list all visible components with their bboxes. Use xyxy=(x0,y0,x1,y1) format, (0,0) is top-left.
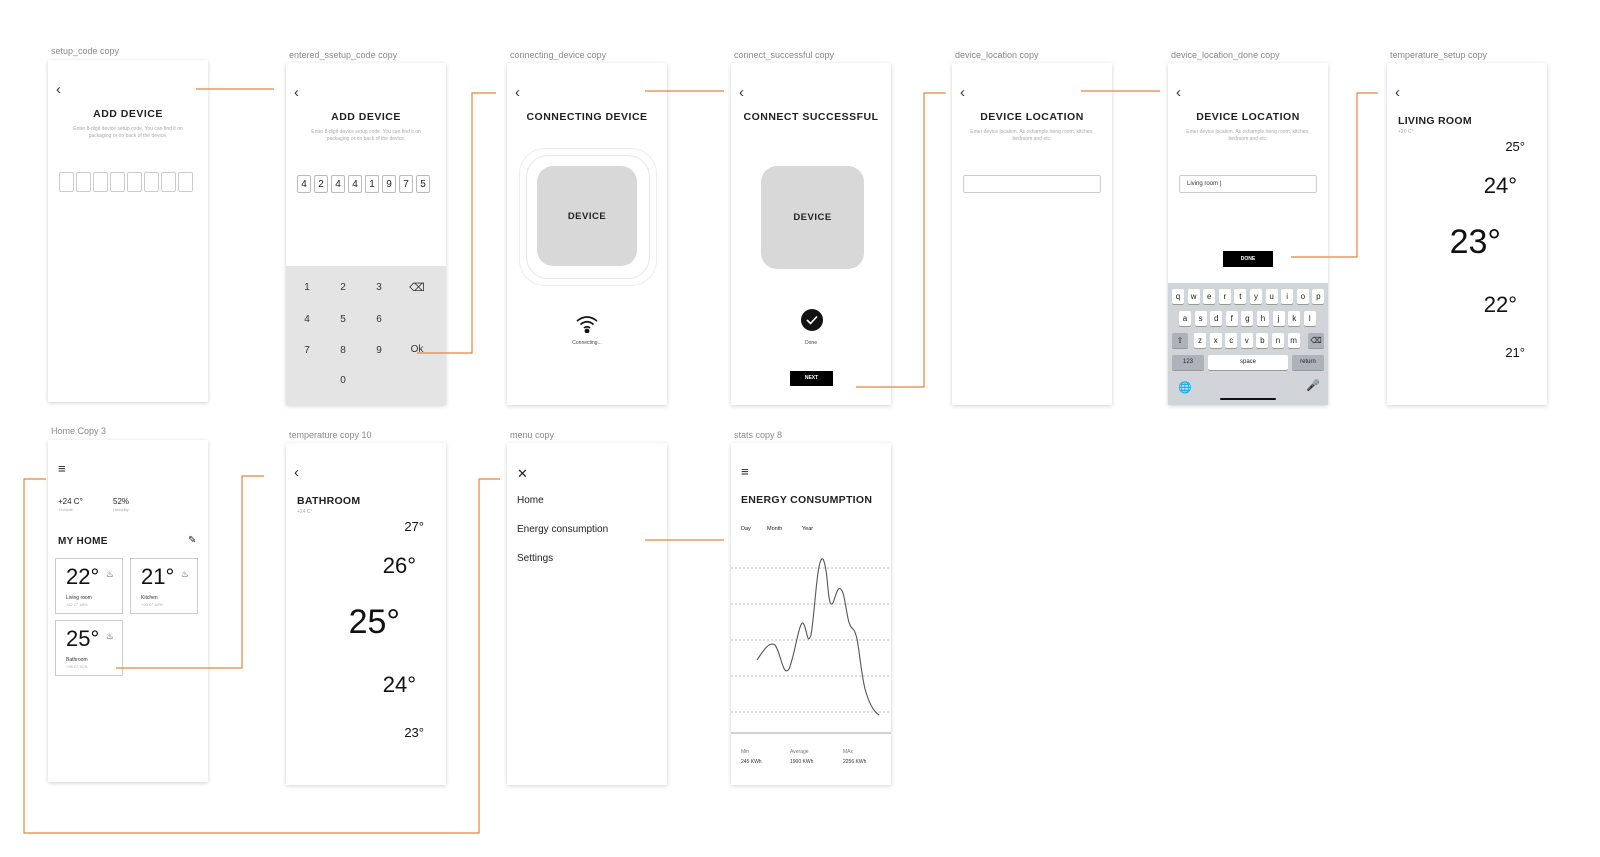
edit-icon[interactable]: ✎ xyxy=(188,535,197,546)
device-placeholder: DEVICE xyxy=(537,166,637,266)
frame-label: device_location_done copy xyxy=(1171,50,1280,60)
tile-meta: +26 C° 41% xyxy=(66,664,88,669)
key-j[interactable]: j xyxy=(1273,311,1285,326)
onscreen-keyboard xyxy=(1168,283,1328,405)
menu-screen xyxy=(507,443,667,785)
status-text: Connecting... xyxy=(572,340,602,346)
stats-screen xyxy=(731,443,891,785)
back-arrow-icon[interactable]: ‹ xyxy=(294,84,299,101)
temp-selected[interactable]: 23° xyxy=(1449,223,1501,261)
key-f[interactable]: f xyxy=(1226,311,1238,326)
energy-line-chart xyxy=(731,543,891,738)
outside-label: Outside xyxy=(59,507,73,512)
tab-day[interactable]: Day xyxy=(741,526,751,532)
page-title: ADD DEVICE xyxy=(93,108,163,120)
tile-temp: 22° xyxy=(66,564,100,589)
tile-room-name: Bathroom xyxy=(66,657,88,663)
stat-max-value: 2256 KWh xyxy=(843,759,867,765)
back-arrow-icon[interactable]: ‹ xyxy=(739,84,744,101)
location-input[interactable] xyxy=(963,175,1101,193)
temp-option[interactable]: 23° xyxy=(404,725,424,740)
frame-label: Home Copy 3 xyxy=(51,426,107,436)
device-placeholder: DEVICE xyxy=(761,166,864,269)
key-v[interactable]: v xyxy=(1241,333,1253,348)
temperature-setup-screen xyxy=(1387,63,1547,405)
key-y[interactable]: y xyxy=(1250,289,1262,304)
tile-meta: +22 C° 45% xyxy=(66,602,88,607)
next-button[interactable]: NEXT xyxy=(790,371,833,386)
frame-label: temperature_setup copy xyxy=(1390,50,1488,60)
key-1[interactable]: 1 xyxy=(304,282,310,293)
temp-option[interactable]: 27° xyxy=(404,519,424,534)
backspace-icon[interactable]: ⌫ xyxy=(409,282,425,294)
key-5[interactable]: 5 xyxy=(340,314,346,325)
key-ok[interactable]: Ok xyxy=(410,344,424,355)
back-arrow-icon[interactable]: ‹ xyxy=(294,464,299,481)
code-digit[interactable]: 4 xyxy=(297,175,311,193)
key-123[interactable]: 123 xyxy=(1172,355,1204,370)
frame-label: connecting_device copy xyxy=(510,50,607,60)
frame-label: connect_successful copy xyxy=(734,50,835,60)
device-location-screen xyxy=(952,63,1112,405)
connect-successful-screen xyxy=(731,63,891,405)
frame-label: entered_ssetup_code copy xyxy=(289,50,398,60)
page-subtitle: Enter device location. As exhample living room, kitchen, bedroom and etc. xyxy=(1186,129,1310,142)
check-circle-icon xyxy=(801,309,823,331)
status-text: Done xyxy=(805,340,817,346)
home-indicator xyxy=(1220,398,1276,400)
page-title: ENERGY CONSUMPTION xyxy=(741,494,873,506)
code-digit[interactable]: 4 xyxy=(331,175,345,193)
numeric-keypad xyxy=(286,266,446,405)
key-s[interactable]: s xyxy=(1195,311,1207,326)
code-digit[interactable]: 7 xyxy=(399,175,413,193)
temp-option[interactable]: 21° xyxy=(1505,345,1525,360)
key-l[interactable]: l xyxy=(1304,311,1316,326)
key-a[interactable]: a xyxy=(1179,311,1191,326)
room-title: BATHROOM xyxy=(297,495,361,507)
key-0[interactable]: 0 xyxy=(340,375,346,386)
bathroom-temperature-screen xyxy=(286,443,446,785)
key-o[interactable]: o xyxy=(1297,289,1309,304)
back-arrow-icon[interactable]: ‹ xyxy=(960,84,965,101)
entered-code-screen xyxy=(286,63,446,405)
page-title: ADD DEVICE xyxy=(331,111,401,123)
code-digit[interactable]: 4 xyxy=(348,175,362,193)
tile-room-name: Kitchen xyxy=(141,595,158,601)
temp-option[interactable]: 24° xyxy=(382,672,416,697)
frame-label: temperature copy 10 xyxy=(289,430,372,440)
key-x[interactable]: x xyxy=(1210,333,1222,348)
key-8[interactable]: 8 xyxy=(340,345,346,356)
tab-month[interactable]: Month xyxy=(767,526,783,532)
key-return[interactable]: return xyxy=(1292,355,1324,370)
key-3[interactable]: 3 xyxy=(376,282,382,293)
temp-option[interactable]: 24° xyxy=(1483,173,1517,198)
page-title: CONNECTING DEVICE xyxy=(526,111,648,123)
menu-item-settings[interactable]: Settings xyxy=(517,553,554,564)
key-u[interactable]: u xyxy=(1266,289,1278,304)
back-arrow-icon[interactable]: ‹ xyxy=(1395,84,1400,101)
frame-label: stats copy 8 xyxy=(734,430,783,440)
humidity-value: 52% xyxy=(113,497,130,506)
stat-average-label: Average xyxy=(790,749,809,755)
room-current-temp: +20 C° xyxy=(1398,129,1414,135)
flame-icon: ♨ xyxy=(105,631,114,641)
tile-meta: +20 C° 40% xyxy=(141,602,163,607)
close-icon[interactable]: ✕ xyxy=(517,466,528,481)
code-digit[interactable]: 2 xyxy=(314,175,328,193)
hamburger-menu-icon[interactable]: ≡ xyxy=(58,461,66,476)
tile-temp: 25° xyxy=(66,626,100,651)
done-button[interactable]: DONE xyxy=(1223,251,1273,267)
room-tile-kitchen[interactable] xyxy=(130,558,198,614)
key-i[interactable]: i xyxy=(1281,289,1293,304)
tile-temp: 21° xyxy=(141,564,175,589)
key-r[interactable]: r xyxy=(1219,289,1231,304)
code-digit[interactable]: 9 xyxy=(382,175,396,193)
key-m[interactable]: m xyxy=(1288,333,1300,348)
key-d[interactable]: d xyxy=(1210,311,1222,326)
frame-label: menu copy xyxy=(510,430,555,440)
key-e[interactable]: e xyxy=(1203,289,1215,304)
stat-min-label: Min xyxy=(741,749,750,755)
key-n[interactable]: n xyxy=(1272,333,1284,348)
setup-code-screen xyxy=(48,60,208,402)
key-9[interactable]: 9 xyxy=(376,345,382,356)
frame-label: setup_code copy xyxy=(51,46,120,56)
key-q[interactable]: q xyxy=(1172,289,1184,304)
key-z[interactable]: z xyxy=(1194,333,1206,348)
key-space[interactable]: space xyxy=(1208,355,1288,370)
device-location-done-screen xyxy=(1168,63,1328,405)
connecting-screen xyxy=(507,63,667,405)
key-w[interactable]: w xyxy=(1188,289,1200,304)
page-subtitle: Enter 8-digit device setup code. You can find it on packaging or on back of the device. xyxy=(73,126,183,139)
room-title: LIVING ROOM xyxy=(1398,115,1472,127)
page-subtitle: Enter 8-digit device setup code. You can find it on packaging or on back of the device. xyxy=(311,129,421,142)
key-4[interactable]: 4 xyxy=(304,314,310,325)
humidity-label: Humidity xyxy=(113,507,129,512)
page-title: DEVICE LOCATION xyxy=(980,111,1084,123)
stat-average-value: 1900 KWh xyxy=(790,759,814,765)
stat-max-label: MAx xyxy=(843,749,853,755)
frame-label: device_location copy xyxy=(955,50,1039,60)
temp-selected[interactable]: 25° xyxy=(348,603,400,641)
outside-temp: +24 C° xyxy=(58,497,83,506)
shift-icon[interactable]: ⇧ xyxy=(1172,333,1188,348)
back-arrow-icon[interactable]: ‹ xyxy=(56,81,61,98)
menu-item-energy[interactable]: Energy consumption xyxy=(517,524,609,535)
temp-option[interactable]: 25° xyxy=(1505,139,1525,154)
backspace-icon[interactable]: ⌫ xyxy=(1308,333,1324,348)
page-title: DEVICE LOCATION xyxy=(1196,111,1300,123)
key-k[interactable]: k xyxy=(1288,311,1300,326)
room-current-temp: +24 C° xyxy=(297,509,313,515)
key-7[interactable]: 7 xyxy=(304,345,310,356)
temp-option[interactable]: 26° xyxy=(382,553,416,578)
page-subtitle: Enter device location. As exhample living room, kitchen, bedroom and etc. xyxy=(970,129,1094,142)
flame-icon: ♨ xyxy=(180,569,189,579)
location-input-value: Living room xyxy=(1187,181,1219,187)
microphone-icon[interactable]: 🎤 xyxy=(1306,380,1320,392)
key-h[interactable]: h xyxy=(1257,311,1269,326)
tab-year[interactable]: Year xyxy=(802,526,814,532)
flame-icon: ♨ xyxy=(105,569,114,579)
page-title: CONNECT SUCCESSFUL xyxy=(743,111,879,123)
menu-item-home[interactable]: Home xyxy=(517,495,544,506)
key-p[interactable]: p xyxy=(1312,289,1324,304)
key-t[interactable]: t xyxy=(1234,289,1246,304)
key-6[interactable]: 6 xyxy=(376,314,382,325)
key-2[interactable]: 2 xyxy=(340,282,346,293)
room-tile-bathroom[interactable] xyxy=(55,620,123,676)
temp-option[interactable]: 22° xyxy=(1483,292,1517,317)
back-arrow-icon[interactable]: ‹ xyxy=(1176,84,1181,101)
home-screen xyxy=(48,440,208,782)
code-digit[interactable]: 5 xyxy=(416,175,430,193)
hamburger-menu-icon[interactable]: ≡ xyxy=(741,464,749,479)
section-title: MY HOME xyxy=(58,536,108,547)
key-b[interactable]: b xyxy=(1256,333,1268,348)
room-tile-living-room[interactable] xyxy=(55,558,123,614)
globe-icon[interactable]: 🌐 xyxy=(1178,382,1192,394)
key-g[interactable]: g xyxy=(1241,311,1253,326)
key-c[interactable]: c xyxy=(1225,333,1237,348)
code-digit[interactable]: 1 xyxy=(365,175,379,193)
location-input[interactable]: Living room | xyxy=(1179,175,1317,193)
back-arrow-icon[interactable]: ‹ xyxy=(515,84,520,101)
wifi-icon xyxy=(575,315,599,333)
energy-series-line xyxy=(757,559,879,715)
tile-room-name: Living room xyxy=(66,595,92,601)
stat-min-value: 245 KWh xyxy=(741,759,762,765)
